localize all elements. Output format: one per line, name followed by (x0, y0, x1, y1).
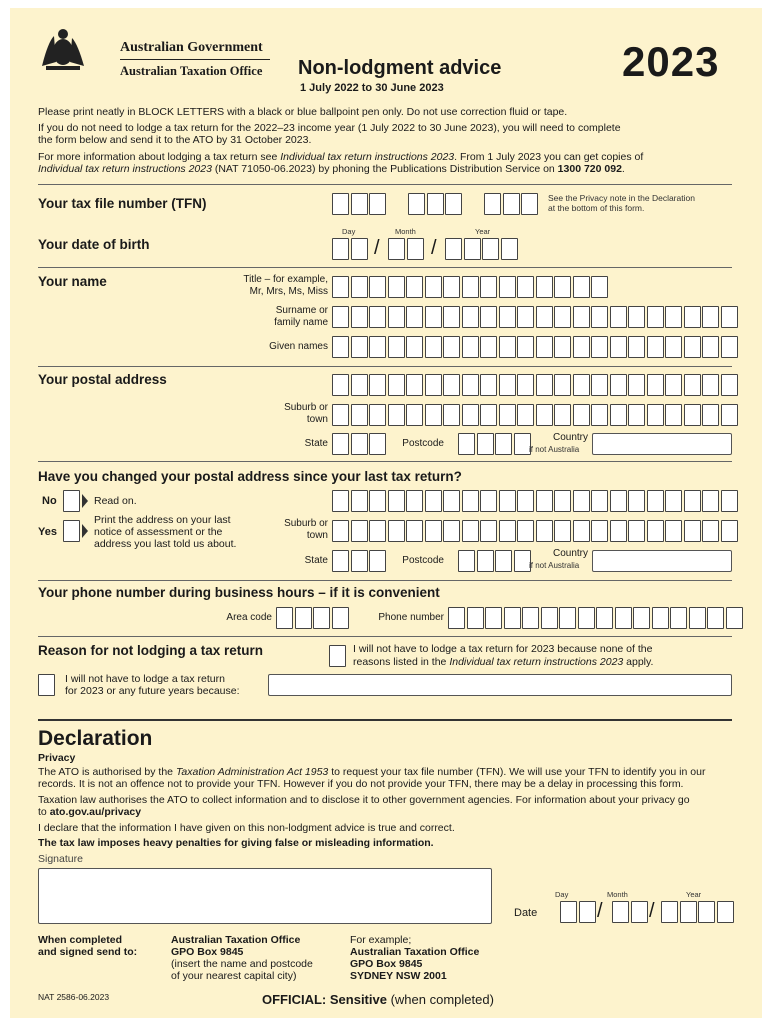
reason-option-2-line-2: for 2023 or any future years because: (65, 685, 240, 697)
date-slash-2: / (649, 900, 655, 922)
intro-instructions: Please print neatly in BLOCK LETTERS with a black or blue ballpoint pen only. Do not use correction fluid or tape. (38, 106, 568, 118)
changed-suburb-label: Suburb or town (284, 518, 328, 541)
divider (38, 461, 732, 462)
tfn-note-1: See the Privacy note in the Declaration (548, 193, 695, 203)
date-label: Date (514, 907, 538, 919)
divider (38, 366, 732, 367)
name-label: Your name (38, 274, 107, 289)
dob-month-caption: Month (395, 227, 416, 236)
postal-ifnot-label: if not Australia (529, 445, 580, 454)
send-when-1: When completed (38, 934, 123, 946)
privacy-line-4: to ato.gov.au/privacy (38, 806, 142, 818)
example-4: SYDNEY NSW 2001 (350, 970, 447, 982)
postal-suburb-boxes[interactable] (332, 404, 739, 426)
postal-state-boxes[interactable] (332, 433, 388, 455)
reason-text-input[interactable] (268, 674, 732, 696)
declaration-title: Declaration (38, 727, 153, 750)
coat-of-arms-icon (36, 26, 90, 74)
postal-postcode-label: Postcode (402, 438, 444, 449)
postal-postcode-boxes[interactable] (458, 433, 532, 455)
postal-suburb-label: Suburb or town (284, 402, 328, 425)
reason-option-2-checkbox[interactable] (38, 674, 55, 696)
form-page (10, 8, 762, 1018)
reason-option-1-line-2: reasons listed in the Individual tax return instructions 2023 apply. (353, 656, 654, 668)
changed-country-label: Country (552, 548, 588, 559)
date-day-boxes[interactable] (560, 901, 597, 923)
area-code-boxes[interactable] (276, 607, 350, 629)
dob-year-caption: Year (475, 227, 491, 236)
no-arrow-icon (82, 494, 88, 508)
intro-line-2a: If you do not need to lodge a tax return for the 2022–23 income year (1 July 2022 to 30 June 2023), you will need to complete (38, 122, 621, 134)
surname-label: Surname or family name (274, 305, 328, 328)
changed-ifnot-label: if not Australia (529, 561, 580, 570)
declare-statement: I declare that the information I have given on this non-lodgment advice is true and correct. (38, 822, 455, 834)
dob-day-boxes[interactable] (332, 238, 369, 260)
dob-year-boxes[interactable] (445, 238, 519, 260)
nat-code: NAT 2586-06.2023 (38, 992, 110, 1002)
intro-line-3a: For more information about lodging a tax return see Individual tax return instructions 2023. From 1 July 2023 you can get copies of (38, 151, 644, 163)
given-names-label: Given names (269, 341, 328, 352)
divider (38, 636, 732, 637)
header-divider (120, 59, 270, 60)
changed-yes-label: Yes (38, 526, 57, 538)
divider (38, 719, 732, 721)
signature-box[interactable] (38, 868, 492, 924)
date-slash-1: / (597, 900, 603, 922)
changed-no-label: No (42, 495, 57, 507)
reason-option-2-line-1: I will not have to lodge a tax return (65, 673, 225, 685)
privacy-line-2: records. It is not an offence not to provide your TFN. However if you do not provide your TFN, there may be a delay in processing this form. (38, 778, 684, 790)
changed-postcode-boxes[interactable] (458, 550, 532, 572)
date-year-boxes[interactable] (661, 901, 735, 923)
title-boxes[interactable] (332, 276, 610, 298)
send-address-2: GPO Box 9845 (171, 946, 244, 958)
tfn-note-2: at the bottom of this form. (548, 203, 645, 213)
changed-address-boxes[interactable] (332, 490, 739, 512)
intro-line-2b: the form below and send it to the ATO by 31 October 2023. (38, 134, 312, 146)
postal-label: Your postal address (38, 372, 167, 387)
date-month-boxes[interactable] (612, 901, 649, 923)
postal-country-input[interactable] (592, 433, 732, 455)
tfn-group-2[interactable] (408, 193, 464, 215)
changed-yes-text: Print the address on your last notice of assessment or the address you last told us about. (94, 514, 237, 550)
example-2: Australian Taxation Office (350, 946, 480, 958)
postal-state-label: State (304, 438, 328, 449)
tfn-label: Your tax file number (TFN) (38, 196, 207, 211)
intro-line-3b: Individual tax return instructions 2023 (NAT 71050-06.2023) by phoning the Publications Distribution Service on 1300 720 092. (38, 163, 625, 175)
form-title: Non-lodgment advice (298, 57, 502, 79)
dob-day-caption: Day (342, 227, 356, 236)
postal-country-label: Country (552, 432, 588, 443)
reason-option-1-checkbox[interactable] (329, 645, 346, 667)
form-period: 1 July 2022 to 30 June 2023 (300, 82, 444, 94)
example-1: For example; (350, 934, 412, 946)
date-month-caption: Month (607, 890, 628, 899)
form-year: 2023 (622, 38, 720, 85)
privacy-link[interactable]: ato.gov.au/privacy (49, 806, 142, 818)
penalty-statement: The tax law imposes heavy penalties for giving false or misleading information. (38, 837, 434, 849)
official-marking: OFFICIAL: Sensitive (when completed) (262, 992, 494, 1007)
example-3: GPO Box 9845 (350, 958, 423, 970)
dob-month-boxes[interactable] (388, 238, 425, 260)
privacy-heading: Privacy (38, 752, 76, 764)
send-address-3: (insert the name and postcode (171, 958, 313, 970)
changed-country-input[interactable] (592, 550, 732, 572)
tfn-group-3[interactable] (484, 193, 540, 215)
reason-label: Reason for not lodging a tax return (38, 643, 264, 658)
changed-postcode-label: Postcode (402, 555, 444, 566)
date-day-caption: Day (555, 890, 569, 899)
dob-label: Your date of birth (38, 237, 150, 252)
changed-suburb-boxes[interactable] (332, 520, 739, 542)
date-year-caption: Year (686, 890, 702, 899)
gov-name: Australian Government (120, 40, 263, 55)
yes-arrow-icon (82, 524, 88, 538)
privacy-line-1: The ATO is authorised by the Taxation Administration Act 1953 to request your tax file number (TFN). We will use your TFN to identify you in our (38, 766, 706, 778)
phone-number-boxes[interactable] (448, 607, 744, 629)
given-names-boxes[interactable] (332, 336, 739, 358)
dob-slash-2: / (431, 237, 437, 259)
signature-label: Signature (38, 853, 83, 865)
privacy-line-3: Taxation law authorises the ATO to collect information and to disclose it to other government agencies. For information about your privacy go (38, 794, 690, 806)
send-address-4: of your nearest capital city) (171, 970, 297, 982)
surname-boxes[interactable] (332, 306, 739, 328)
reason-option-1-line-1: I will not have to lodge a tax return for 2023 because none of the (353, 643, 653, 655)
title-label: Title – for example, Mr, Mrs, Ms, Miss (243, 274, 328, 297)
phone-number-label: Phone number (378, 612, 444, 623)
changed-state-boxes[interactable] (332, 550, 388, 572)
postal-line-boxes[interactable] (332, 374, 739, 396)
changed-no-text: Read on. (94, 495, 137, 507)
phone-label: Your phone number during business hours – if it is convenient (38, 585, 440, 600)
changed-yes-checkbox[interactable] (63, 520, 80, 542)
changed-state-label: State (304, 555, 328, 566)
ato-name: Australian Taxation Office (120, 64, 263, 78)
dob-slash-1: / (374, 237, 380, 259)
divider (38, 184, 732, 185)
divider (38, 267, 732, 268)
send-address-1: Australian Taxation Office (171, 934, 301, 946)
divider (38, 580, 732, 581)
changed-label: Have you changed your postal address since your last tax return? (38, 469, 462, 484)
area-code-label: Area code (226, 612, 272, 623)
tfn-group-1[interactable] (332, 193, 388, 215)
changed-no-checkbox[interactable] (63, 490, 80, 512)
send-when-2: and signed send to: (38, 946, 138, 958)
